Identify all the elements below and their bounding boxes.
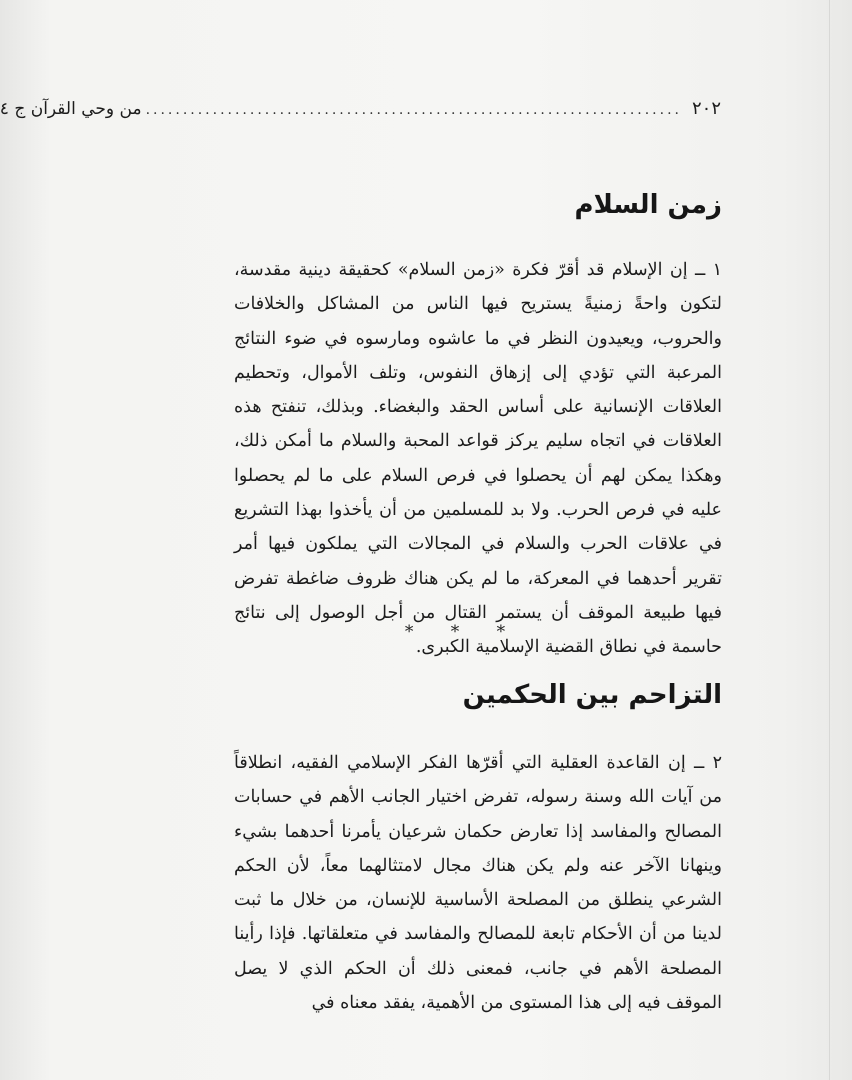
paragraph-conflict-of-rulings: ٢ ــ إن القاعدة العقلية التي أقرّها الفكر الإسلامي الفقيه، انطلاقاً من آيات الله وسنة رسوله، تفرض اختيار الجانب الأهم في حسابات المصالح والمفاسد إذا تعارض حكمان شرعيان يأمرنا أحدهما بشيء وينهانا الآخر عنه ولم يكن هناك مجال لامتثالهما معاً، لأن الحكم الشرعي ينطلق من المصلحة الأساسية للإنسان، من خلال ما ثبت لدينا من أن الأحكام تابعة للمصالح والمفاسد في متعلقاتها. فإذا رأينا المصلحة الأهم في جانب، فمعنى ذلك أن الحكم الذي لا يصل الموقف فيه إلى هذا المستوى من الأهمية، يفقد معناه في [234, 753, 722, 1014]
section-title-peace-time: زمن السلام [574, 190, 722, 220]
page-edge-shadow [829, 0, 830, 1080]
paragraph-peace-time: ١ ــ إن الإسلام قد أقرّ فكرة «زمن السلام» كحقيقة دينية مقدسة، لتكون واحةً زمنيةً يستريح فيها الناس من المشاكل والخلافات والحروب، ويعيدون النظر في ما عاشوه ومارسوه في ضوء النتائج المرعبة التي تؤدي إلى إزهاق النفوس، وتلف الأموال، وتحطيم العلاقات الإنسانية على أساس الحقد والبغضاء. وبذلك، تنفتح هذه العلاقات في اتجاه سليم يركز قواعد المحبة والسلام ما أمكن ذلك، وهكذا يمكن لهم أن يحصلوا في فرص السلام على ما لم يحصلوا عليه في فرص الحرب. ولا بد للمسلمين من أن يأخذوا بهذا التشريع في علاقات الحرب والسلام في المجالات التي يملكون فيها أمر تقرير أحدهما في المعركة، ما لم يكن هناك ظروف ضاغطة تفرض فيها طبيعة الموقف أن يستمر القتال من أجل الوصول إلى نتائج حاسمة في نطاق القضية الإسلامية الكبرى. [234, 260, 722, 658]
dot-leader: ........................................................................ [145, 102, 682, 118]
section-title-conflict-of-rulings: التزاحم بين الحكمين [462, 680, 722, 710]
book-title: من وحي القرآن ج ٤ [0, 99, 142, 119]
running-header [0, 98, 721, 128]
page-number: ٢٠٢ [691, 98, 721, 119]
section-divider: * * * [404, 622, 522, 642]
